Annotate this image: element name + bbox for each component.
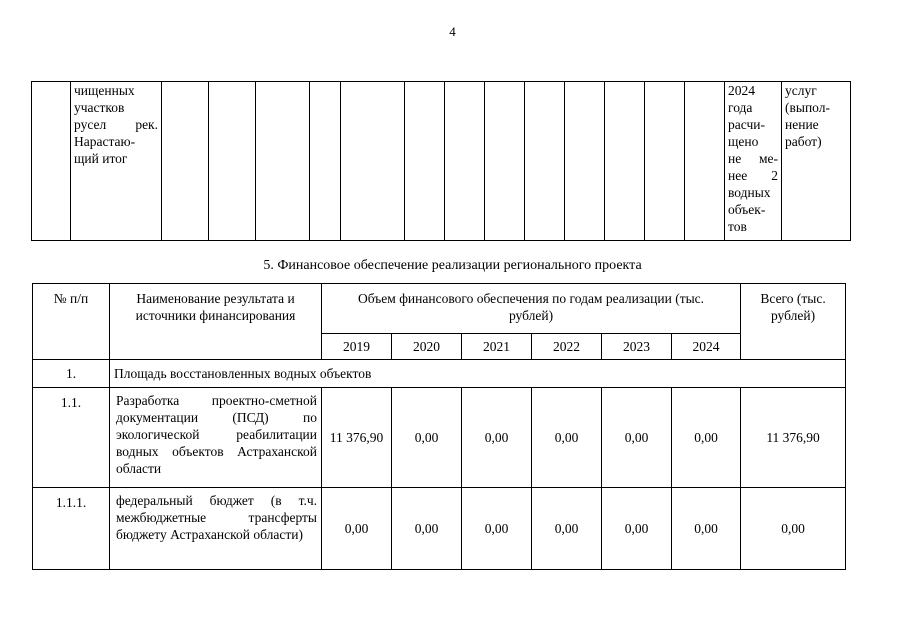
- cont-name-line: русел рек.: [74, 117, 158, 132]
- row-value: 0,00: [462, 388, 532, 488]
- cont-empty-cell: [685, 82, 725, 241]
- cont-empty-cell: [525, 82, 565, 241]
- cont-empty-cell: [209, 82, 256, 241]
- row-name: федеральный бюджет (в т.ч. межбюджетные трансферты бюджету Астраханской области): [110, 488, 322, 570]
- row-value: 0,00: [602, 488, 672, 570]
- header-year: 2021: [462, 334, 532, 360]
- cont-name-line: Нарастаю-: [74, 134, 136, 149]
- cont-name-line: участков: [74, 100, 125, 115]
- finance-table: [32, 283, 846, 570]
- row-num: 1.1.1.: [33, 488, 110, 570]
- row-num: 1.1.: [33, 388, 110, 488]
- cont-type-cell: [782, 82, 851, 241]
- cont-type-line: работ): [785, 134, 822, 149]
- cont-empty-cell: [256, 82, 310, 241]
- row-value: 0,00: [322, 488, 392, 570]
- cont-target-line: 2024: [728, 83, 755, 98]
- cont-type-line: (выпол-: [785, 100, 830, 115]
- cont-empty-cell: [405, 82, 445, 241]
- cont-target-line: объек-: [728, 202, 766, 217]
- cont-empty-cell: [605, 82, 645, 241]
- section-title: 5. Финансовое обеспечение реализации регионального проекта: [263, 258, 642, 273]
- row-value: 0,00: [462, 488, 532, 570]
- row-value: 0,00: [672, 388, 741, 488]
- cont-target-line: тов: [728, 219, 747, 234]
- row-total: 0,00: [741, 488, 846, 570]
- header-year: 2022: [532, 334, 602, 360]
- cont-empty-cell: [485, 82, 525, 241]
- section-name: Площадь восстановленных водных объектов: [110, 360, 846, 388]
- cont-empty-cell: [162, 82, 209, 241]
- header-num: № п/п: [33, 284, 110, 360]
- cont-empty-cell: [645, 82, 685, 241]
- header-year: 2023: [602, 334, 672, 360]
- row-total: 11 376,90: [741, 388, 846, 488]
- cont-empty-cell: [310, 82, 341, 241]
- cont-name-line: щий итог: [74, 151, 128, 166]
- cont-target-line: нее 2: [728, 168, 778, 183]
- cont-type-line: нение: [785, 117, 819, 132]
- cont-target-cell: [725, 82, 782, 241]
- page-number: 4: [449, 24, 456, 39]
- row-value: 11 376,90: [322, 388, 392, 488]
- header-row: [33, 284, 846, 334]
- header-volume: Объем финансового обеспечения по годам реализации (тыс. рублей): [322, 284, 741, 334]
- continuation-table: [31, 81, 851, 241]
- table-row: [33, 388, 846, 488]
- header-year: 2020: [392, 334, 462, 360]
- row-value: 0,00: [532, 488, 602, 570]
- header-total: Всего (тыс. рублей): [741, 284, 846, 360]
- cont-target-line: не ме-: [728, 151, 778, 166]
- cont-empty-cell: [445, 82, 485, 241]
- cont-target-line: расчи-: [728, 117, 765, 132]
- cont-empty-cell: [565, 82, 605, 241]
- cont-name-cell: [71, 82, 162, 241]
- row-value: 0,00: [602, 388, 672, 488]
- cont-type-line: услуг: [785, 83, 817, 98]
- row-num: 1.: [33, 360, 110, 388]
- table-row: [33, 488, 846, 570]
- header-year: 2024: [672, 334, 741, 360]
- header-name: Наименование результата и источники финансирования: [110, 284, 322, 360]
- row-value: 0,00: [392, 388, 462, 488]
- section-row: [33, 360, 846, 388]
- cont-empty-cell: [341, 82, 405, 241]
- header-year: 2019: [322, 334, 392, 360]
- cont-num-cell: [32, 82, 71, 241]
- row-value: 0,00: [532, 388, 602, 488]
- row-value: 0,00: [672, 488, 741, 570]
- cont-name-line: чищенных: [74, 83, 135, 98]
- cont-target-line: водных: [728, 185, 771, 200]
- row-name: Разработка проектно-сметной документации (ПСД) по экологической реабилитации водных объектов Астраханской области: [110, 388, 322, 488]
- continuation-row: [32, 82, 851, 241]
- cont-target-line: щено: [728, 134, 759, 149]
- cont-target-line: года: [728, 100, 753, 115]
- row-value: 0,00: [392, 488, 462, 570]
